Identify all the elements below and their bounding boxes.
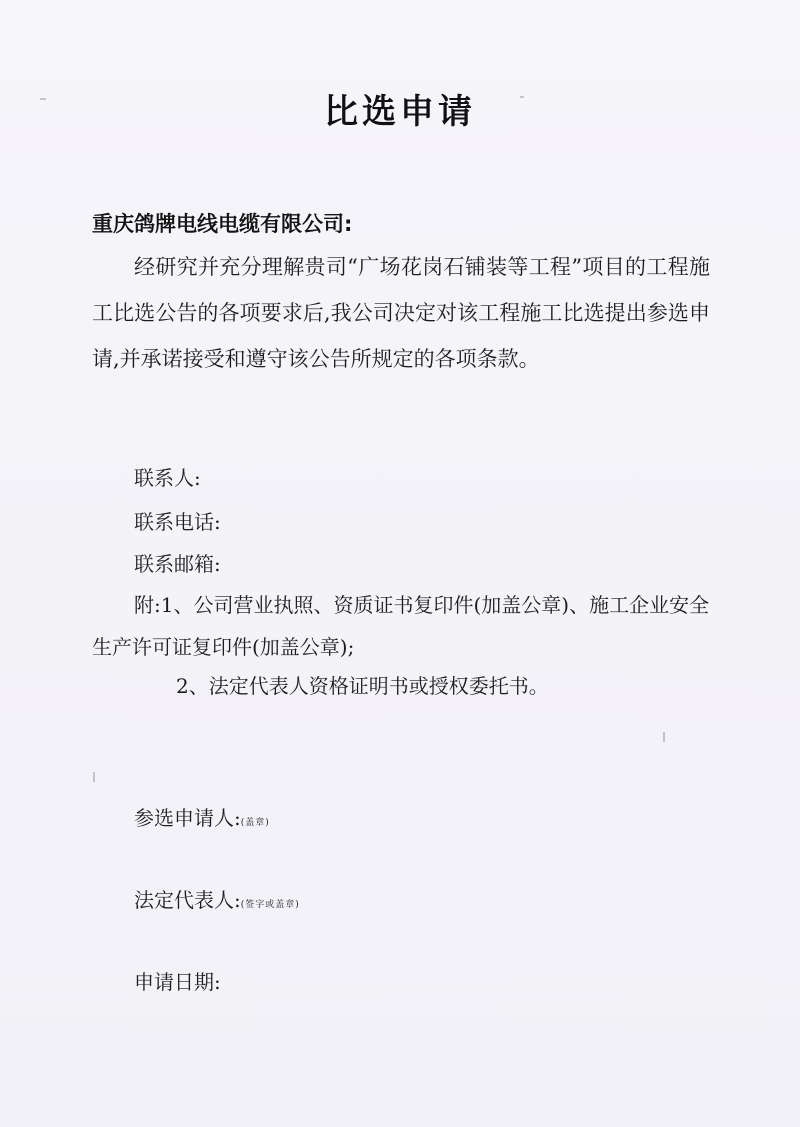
legal-rep-line [134, 884, 300, 913]
contact-person-label: 联系人: [134, 466, 201, 490]
applicant-note: (盖章) [240, 818, 270, 828]
contact-phone-label: 联系电话: [134, 510, 221, 534]
applicant-line [134, 802, 270, 831]
applicant-label: 参选申请人: [134, 806, 241, 830]
addressee: 重庆鸽牌电线电缆有限公司: [92, 212, 353, 236]
legal-rep-note: (签字或盖章) [240, 900, 300, 910]
body-paragraph: 经研究并充分理解贵司“广场花岗石铺装等工程”项目的工程施工比选公告的各项要求后,我公司决定对该工程施工比选提出参选申请,并承诺接受和遵守该公告所规定的各项条款。 [92, 255, 710, 371]
scan-speck [663, 732, 665, 742]
document-title: 比选申请 [324, 92, 476, 132]
attachment-item-2: 2、法定代表人资格证明书或授权委托书。 [176, 674, 549, 698]
contact-email-label: 联系邮箱: [134, 552, 221, 576]
attachment-item-1: 附:1、公司营业执照、资质证书复印件(加盖公章)、施工企业安全生产许可证复印件(加盖公章); [92, 593, 710, 659]
application-date-label: 申请日期: [134, 970, 221, 994]
scan-speck [93, 772, 95, 782]
legal-rep-label: 法定代表人: [134, 888, 241, 912]
